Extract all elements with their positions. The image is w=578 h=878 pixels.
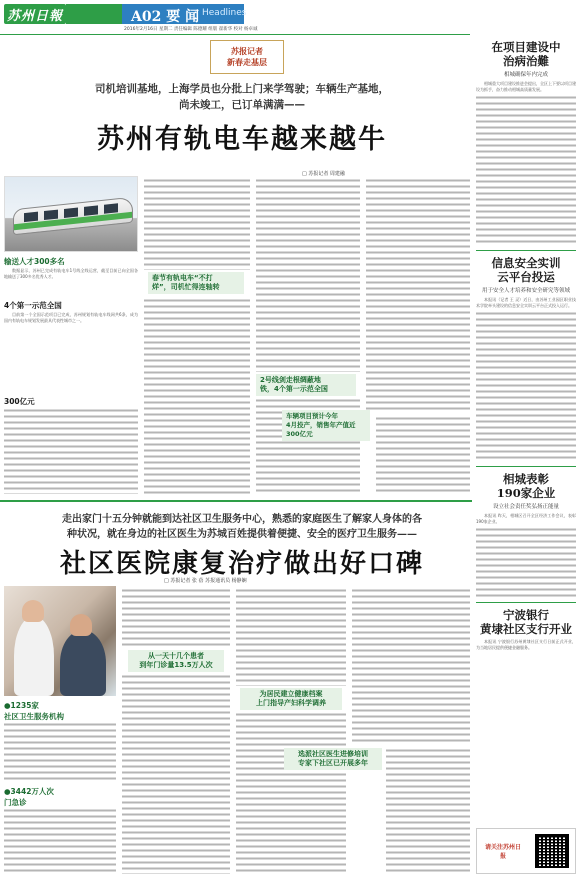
text-column xyxy=(376,416,470,494)
body-text: 数据显示，苏州已完成有轨电车1号线全线运营，截至目前已向全国各地输送了300多名优秀人才。 xyxy=(4,268,138,279)
bottom-byline: □ 苏报记者 张 蓓 苏报通讯员 杨静娴 xyxy=(164,578,247,584)
text-column xyxy=(122,588,230,648)
right-text-3: 本报讯 昨天，相城区召开全区经济工作会议，表彰190家企业。 xyxy=(476,513,576,524)
qr-caption: 请关注苏州日报 xyxy=(484,844,521,860)
text-column xyxy=(256,178,360,372)
right-headline-3[interactable]: 相城表彰 190家企业 xyxy=(496,472,556,500)
subhead-2: 300亿元 xyxy=(4,397,35,406)
right-text-4: 本报讯 宁波银行苏州黄埭社区支行日前正式开业，为当地居民提供便捷金融服务。 xyxy=(476,639,576,650)
right-text-1: 相城重大项目建设推进会提出，全区上下要以项目建设为抓手，奋力推动相城高质量发展。 xyxy=(476,81,576,92)
top-byline: □ 苏报记者 周建融 xyxy=(302,171,345,177)
qr-code-icon[interactable] xyxy=(535,834,569,868)
masthead xyxy=(0,0,578,38)
subhead-box-4: 从一天十几个患者 到年门诊量13.5万人次 xyxy=(128,650,224,672)
masthead-accent xyxy=(66,4,122,24)
photo-badge-1: ●1235家 社区卫生服务机构 xyxy=(4,701,64,721)
photo-badge-2: ●3442万人次 门急诊 xyxy=(4,787,54,807)
top-kicker-line2: 尚未竣工，已订单满满—— xyxy=(179,99,305,111)
text-column xyxy=(366,178,470,410)
text-column xyxy=(4,722,116,782)
body-text: 目前第一个全国示范项目已完成，苏州规划有轨电车线网共6条，成为国内有轨电车规划发展最具代表性城市之一。 xyxy=(4,312,138,323)
doctor-photo[interactable] xyxy=(4,586,116,696)
text-column xyxy=(122,674,230,874)
text-column xyxy=(476,527,576,597)
newspaper-logo: 苏州日報 xyxy=(4,4,66,24)
text-column xyxy=(4,408,138,494)
photo-caption-title: 输送人才300多名 xyxy=(4,257,65,266)
right-subhead-3: 设立社会责任奖弘扬正能量 xyxy=(492,504,559,510)
text-column xyxy=(236,712,346,874)
right-subhead-1: 相城确保年内完成 xyxy=(503,72,548,78)
subhead-1: 4个第一示范全国 xyxy=(4,301,62,310)
right-column xyxy=(476,40,576,651)
text-column xyxy=(386,748,470,874)
right-text-2: 本报讯（记者 王 灵）近日，由苏州工业园区职业技术学院牵头建设的信息安全实训云平台正式投入运行。 xyxy=(476,297,576,308)
subhead-box-5: 为居民建立健康档案 上门指导产妇科学调养 xyxy=(240,688,342,710)
subhead-box-6: 选派社区医生进修培训 专家下社区已开展多年 xyxy=(284,748,382,770)
right-headline-4[interactable]: 宁波银行 黄埭社区支行开业 xyxy=(480,608,572,636)
text-column xyxy=(476,95,576,245)
text-column xyxy=(4,808,116,874)
qr-code-box[interactable] xyxy=(476,828,576,874)
text-column xyxy=(236,588,346,686)
text-column xyxy=(144,298,250,494)
story-separator xyxy=(0,500,472,502)
tram-photo[interactable] xyxy=(4,176,138,252)
bottom-headline[interactable]: 社区医院康复治疗做出好口碑 xyxy=(59,549,424,579)
column-tag: 苏报记者 新春走基层 xyxy=(210,40,284,74)
right-headline-2[interactable]: 信息安全实训 云平台投运 xyxy=(491,256,561,284)
section-title-en: Headlines xyxy=(202,8,247,18)
masthead-rule xyxy=(0,34,470,35)
text-column xyxy=(476,311,576,461)
right-headline-1[interactable]: 在项目建设中 治病治難 xyxy=(491,40,561,68)
text-column xyxy=(144,178,250,270)
subhead-box-3: 车辆项目预计今年 4月投产，销售年产值近 300亿元 xyxy=(282,410,370,441)
dateline: 2016年2月16日 星期二 责任编辑 陈德耀 组版 翟新华 校对 杨卓诚 xyxy=(124,27,258,32)
top-headline[interactable]: 苏州有轨电车越来越牛 xyxy=(97,124,387,155)
right-subhead-2: 用于安全人才培养和安全研究等领域 xyxy=(481,288,570,294)
bottom-kicker-line2: 种状况，就在身边的社区医生为苏城百姓提供着便捷、安全的医疗卫生服务—— xyxy=(67,529,417,540)
subhead-box-1: 春节有轨电车“不打 烊”，司机忙得连轴转 xyxy=(148,272,244,294)
section-title: A02 要 闻 xyxy=(131,9,200,25)
text-column xyxy=(352,588,470,744)
top-kicker-line1: 司机培训基地，上海学员也分批上门来学驾驶；车辆生产基地， xyxy=(95,83,389,95)
tram-body xyxy=(13,197,133,236)
subhead-box-2: 2号线剑走根绸蔽地 铁，4个第一示范全国 xyxy=(256,374,356,396)
bottom-kicker-line1: 走出家门十五分钟就能到达社区卫生服务中心，熟悉的家庭医生了解家人身体的各 xyxy=(62,514,422,525)
